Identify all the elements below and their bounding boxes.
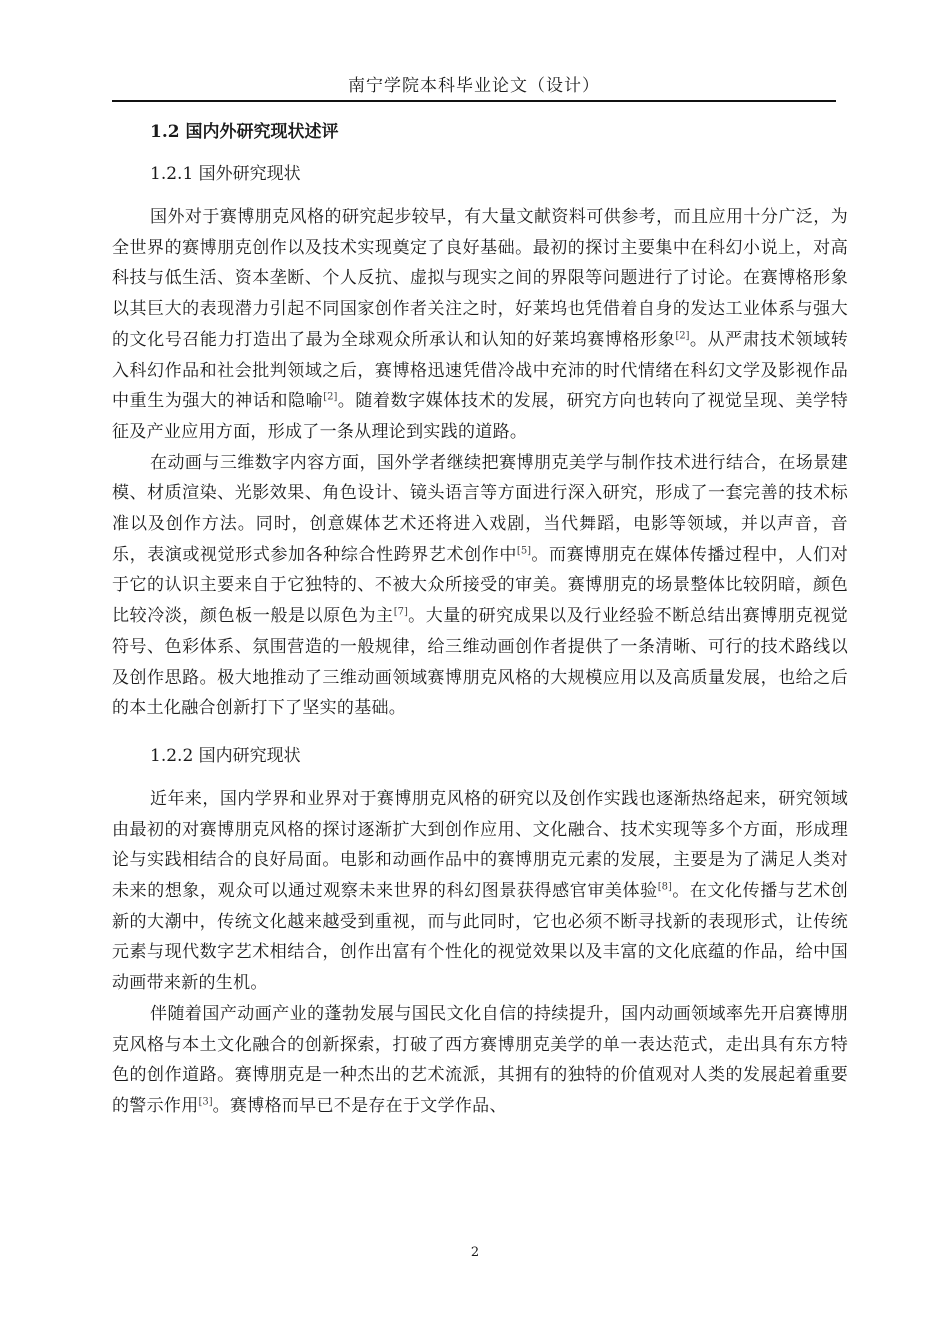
text-run: 伴随着国产动画产业的蓬勃发展与国民文化自信的持续提升，国内动画领域率先开启赛博朋克风格与本土文化融合的创新探索，打破了西方赛博朋克美学的单一表达范式，走出具有东方特色的创作道路。赛博朋克是一种杰出的艺术流派，其拥有的独特的价值观对人类的发展起着重要的警示作用 — [112, 1003, 848, 1116]
text-run: 。在文化传播与艺术创新的大潮中，传统文化越来越受到重视，而与此同时，它也必须不断寻找新的表现形式，让传统元素与现代数字艺术相结合，创作出富有个性化的视觉效果以及丰富的文化底蕴的作品，给中国动画带来新的生机。 — [112, 881, 848, 994]
text-run: 。赛博格而早已不是存在于文学作品、 — [212, 1095, 507, 1116]
paragraph-domestic-1 — [112, 784, 848, 999]
text-run: 在动画与三维数字内容方面，国外学者继续把赛博朋克美学与制作技术进行结合，在场景建模、材质渲染、光影效果、角色设计、镜头语言等方面进行深入研究，形成了一套完善的技术标准以及创作方法。同时，创意媒体艺术还将进入戏剧，当代舞蹈，电影等领域，并以声音，音乐，表演或视觉形式参加各种综合性跨界艺术创作中 — [112, 452, 848, 565]
citation: [2] — [323, 391, 338, 403]
citation: [2] — [675, 330, 690, 342]
text-run: 。随着数字媒体技术的发展，研究方向也转向了视觉呈现、美学特征及产业应用方面，形成了一条从理论到实践的道路。 — [112, 391, 848, 442]
paragraph-foreign-1 — [112, 202, 848, 448]
paragraph-domestic-2 — [112, 999, 848, 1122]
page-number: 2 — [470, 1245, 480, 1260]
page-body — [112, 114, 848, 1122]
citation: [5] — [516, 545, 532, 557]
citation: [3] — [198, 1096, 213, 1108]
section-heading: 1.2 国内外研究现状述评 — [150, 122, 339, 142]
subsection-heading-domestic: 1.2.2 国内研究现状 — [150, 745, 301, 766]
paragraph-foreign-2 — [112, 448, 848, 724]
header-rule — [112, 100, 836, 102]
text-run: 国外对于赛博朋克风格的研究起步较早，有大量文献资料可供参考，而且应用十分广泛，为全世界的赛博朋克创作以及技术实现奠定了良好基础。最初的探讨主要集中在科幻小说上，对高科技与低生活、资本垄断、个人反抗、虚拟与现实之间的界限等问题进行了讨论。在赛博格形象以其巨大的表现潜力引起不同国家创作者关注之时，好莱坞也凭借着自身的发达工业体系与强大的文化号召能力打造出了最为全球观众所承认和认知的好莱坞赛博格形象 — [112, 207, 848, 350]
citation: [7] — [393, 606, 408, 618]
text-run: 近年来，国内学界和业界对于赛博朋克风格的研究以及创作实践也逐渐热络起来，研究领域由最初的对赛博朋克风格的探讨逐渐扩大到创作应用、文化融合、技术实现等多个方面，形成理论与实践相结合的良好局面。电影和动画作品中的赛博朋克元素的发展，主要是为了满足人类对未来的想象，观众可以通过观察未来世界的科幻图景获得感官审美体验 — [112, 788, 848, 902]
text-run: 。而赛博朋克在媒体传播过程中，人们对于它的认识主要来自于它独特的、不被大众所接受的审美。赛博朋克的场景整体比较阴暗，颜色比较冷淡，颜色板一般是以原色为主 — [112, 544, 848, 627]
running-header: 南宁学院本科毕业论文（设计） — [348, 76, 600, 96]
subsection-heading-foreign: 1.2.1 国外研究现状 — [150, 164, 301, 184]
text-run: 。大量的研究成果以及行业经验不断总结出赛博朋克视觉符号、色彩体系、氛围营造的一般规律，给三维动画创作者提供了一条清晰、可行的技术路线以及创作思路。极大地推动了三维动画领域赛博朋克风格的大规模应用以及高质量发展，也给之后的本土化融合创新打下了坚实的基础。 — [112, 606, 848, 719]
citation: [8] — [657, 881, 672, 893]
text-run: 。从严肃技术领域转入科幻作品和社会批判领域之后，赛博格迅速凭借冷战中充沛的时代情绪在科幻文学及影视作品中重生为强大的神话和隐喻 — [112, 329, 848, 412]
